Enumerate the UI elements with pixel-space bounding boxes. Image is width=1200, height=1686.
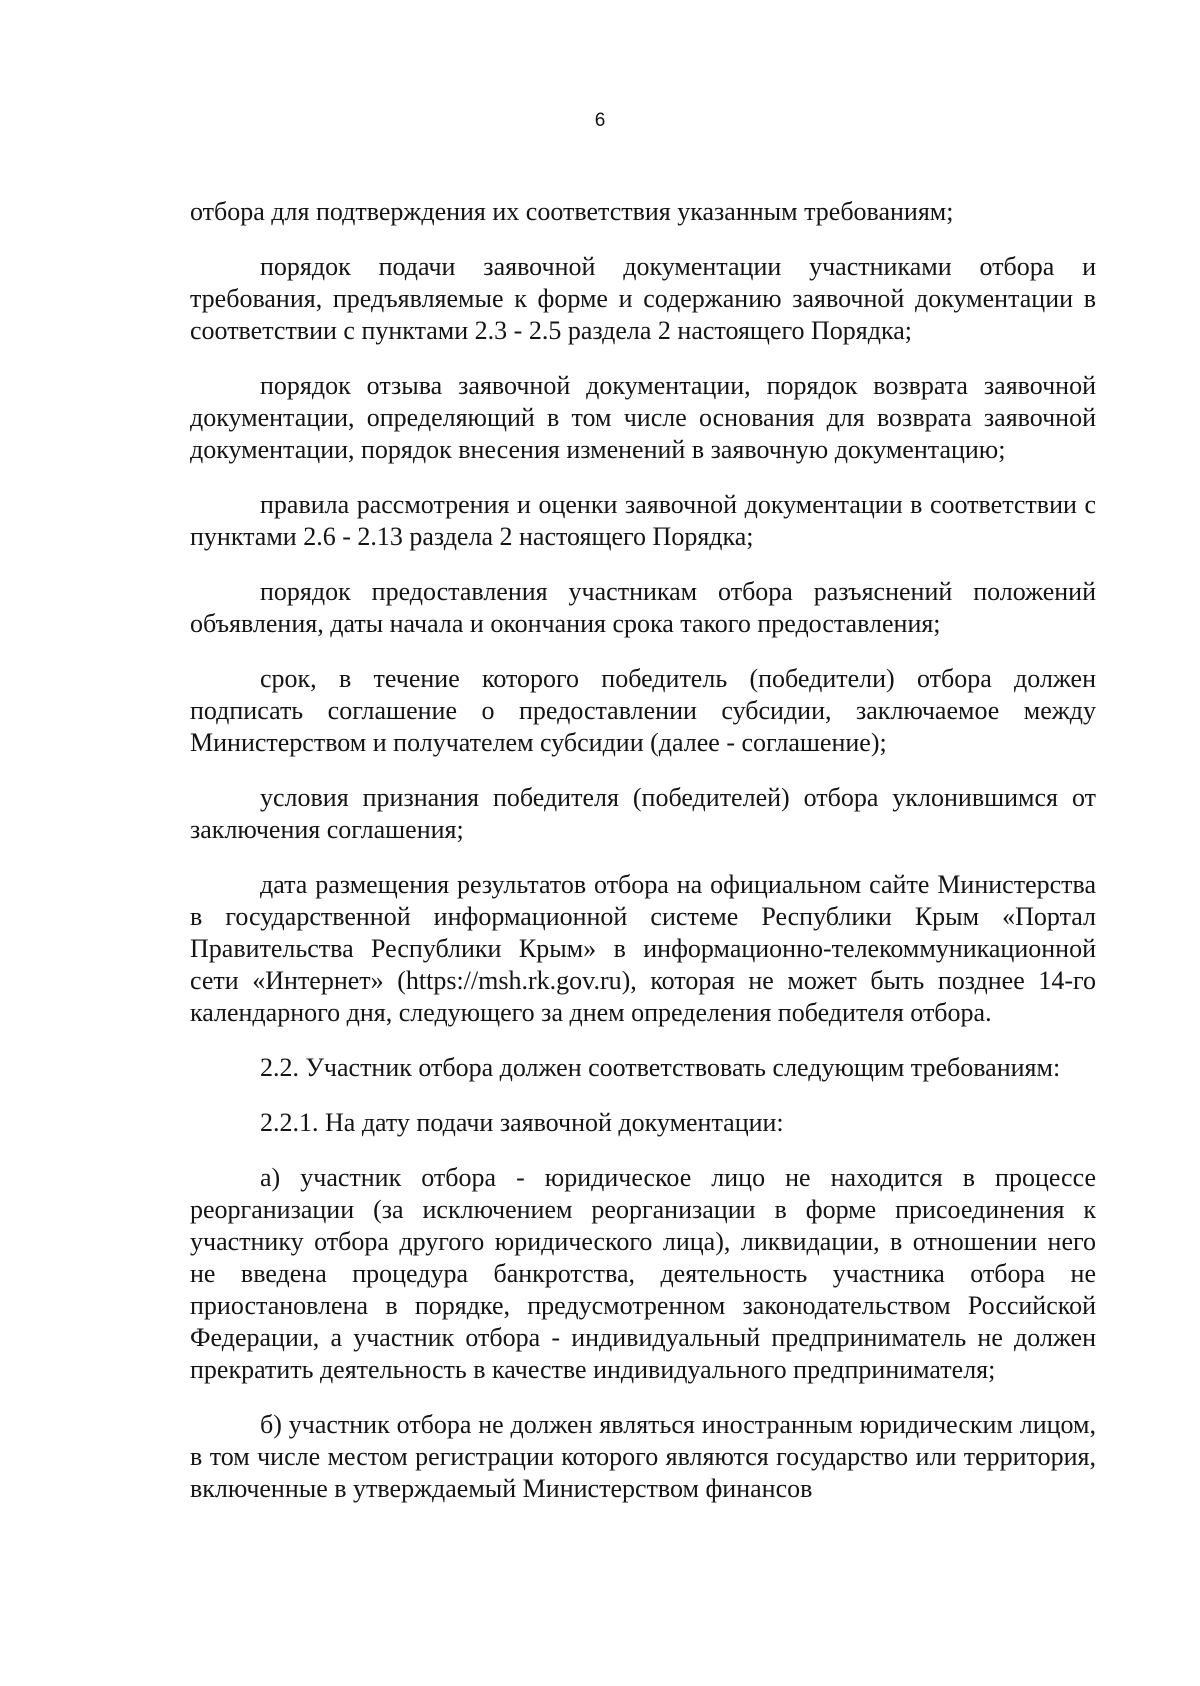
document-body: [190, 196, 1096, 1505]
paragraph-withdrawal-procedure: порядок отзыва заявочной документации, порядок возврата заявочной документации, определяющий в том числе основания для возврата заявочной документации, порядок внесения изменений в заявочную документацию;: [190, 371, 1096, 464]
paragraph-item-b: б) участник отбора не должен являться иностранным юридическим лицом, в том числе местом регистрации которого являются государство или территория, включенные в утверждаемый Министерством финансов: [190, 1410, 1096, 1503]
paragraph-evasion-conditions: условия признания победителя (победителей) отбора уклонившимся от заключения соглашения;: [190, 783, 1096, 844]
paragraph-clarifications: порядок предоставления участникам отбора разъяснений положений объявления, даты начала и окончания срока такого предоставления;: [190, 577, 1096, 638]
paragraph-review-rules: правила рассмотрения и оценки заявочной документации в соответствии с пунктами 2.6 - 2.13 раздела 2 настоящего Порядка;: [190, 490, 1096, 551]
paragraph-submission-procedure: порядок подачи заявочной документации участниками отбора и требования, предъявляемые к форме и содержанию заявочной документации в соответствии с пунктами 2.3 - 2.5 раздела 2 настоящего Порядка;: [190, 252, 1096, 345]
paragraph-item-a: а) участник отбора - юридическое лицо не находится в процессе реорганизации (за исключением реорганизации в форме присоединения к участнику отбора другого юридического лица), ликвидации, в отношении него не введена процедура банкротства, деятельность участника отбора не приостановлена в порядке, предусмотренном законодательством Российской Федерации, а участник отбора - индивидуальный предприниматель не должен прекратить деятельность в качестве индивидуального предпринимателя;: [190, 1163, 1096, 1384]
paragraph-results-publication: дата размещения результатов отбора на официальном сайте Министерства в государственной информационной системе Республики Крым «Портал Правительства Республики Крым» в информационно-телекоммуникационной сети «Интернет» (https://msh.rk.gov.ru), которая не может быть позднее 14-го календарного дня, следующего за днем определения победителя отбора.: [190, 870, 1096, 1027]
page-number: 6: [594, 110, 606, 131]
paragraph-section-2-2: 2.2. Участник отбора должен соответствовать следующим требованиям:: [260, 1053, 1061, 1082]
paragraph-section-2-2-1: 2.2.1. На дату подачи заявочной документации:: [260, 1108, 784, 1137]
paragraph-agreement-deadline: срок, в течение которого победитель (победители) отбора должен подписать соглашение о предоставлении субсидии, заключаемое между Министерством и получателем субсидии (далее - соглашение);: [190, 664, 1096, 757]
paragraph-selection-continuation: отбора для подтверждения их соответствия указанным требованиям;: [190, 197, 954, 226]
